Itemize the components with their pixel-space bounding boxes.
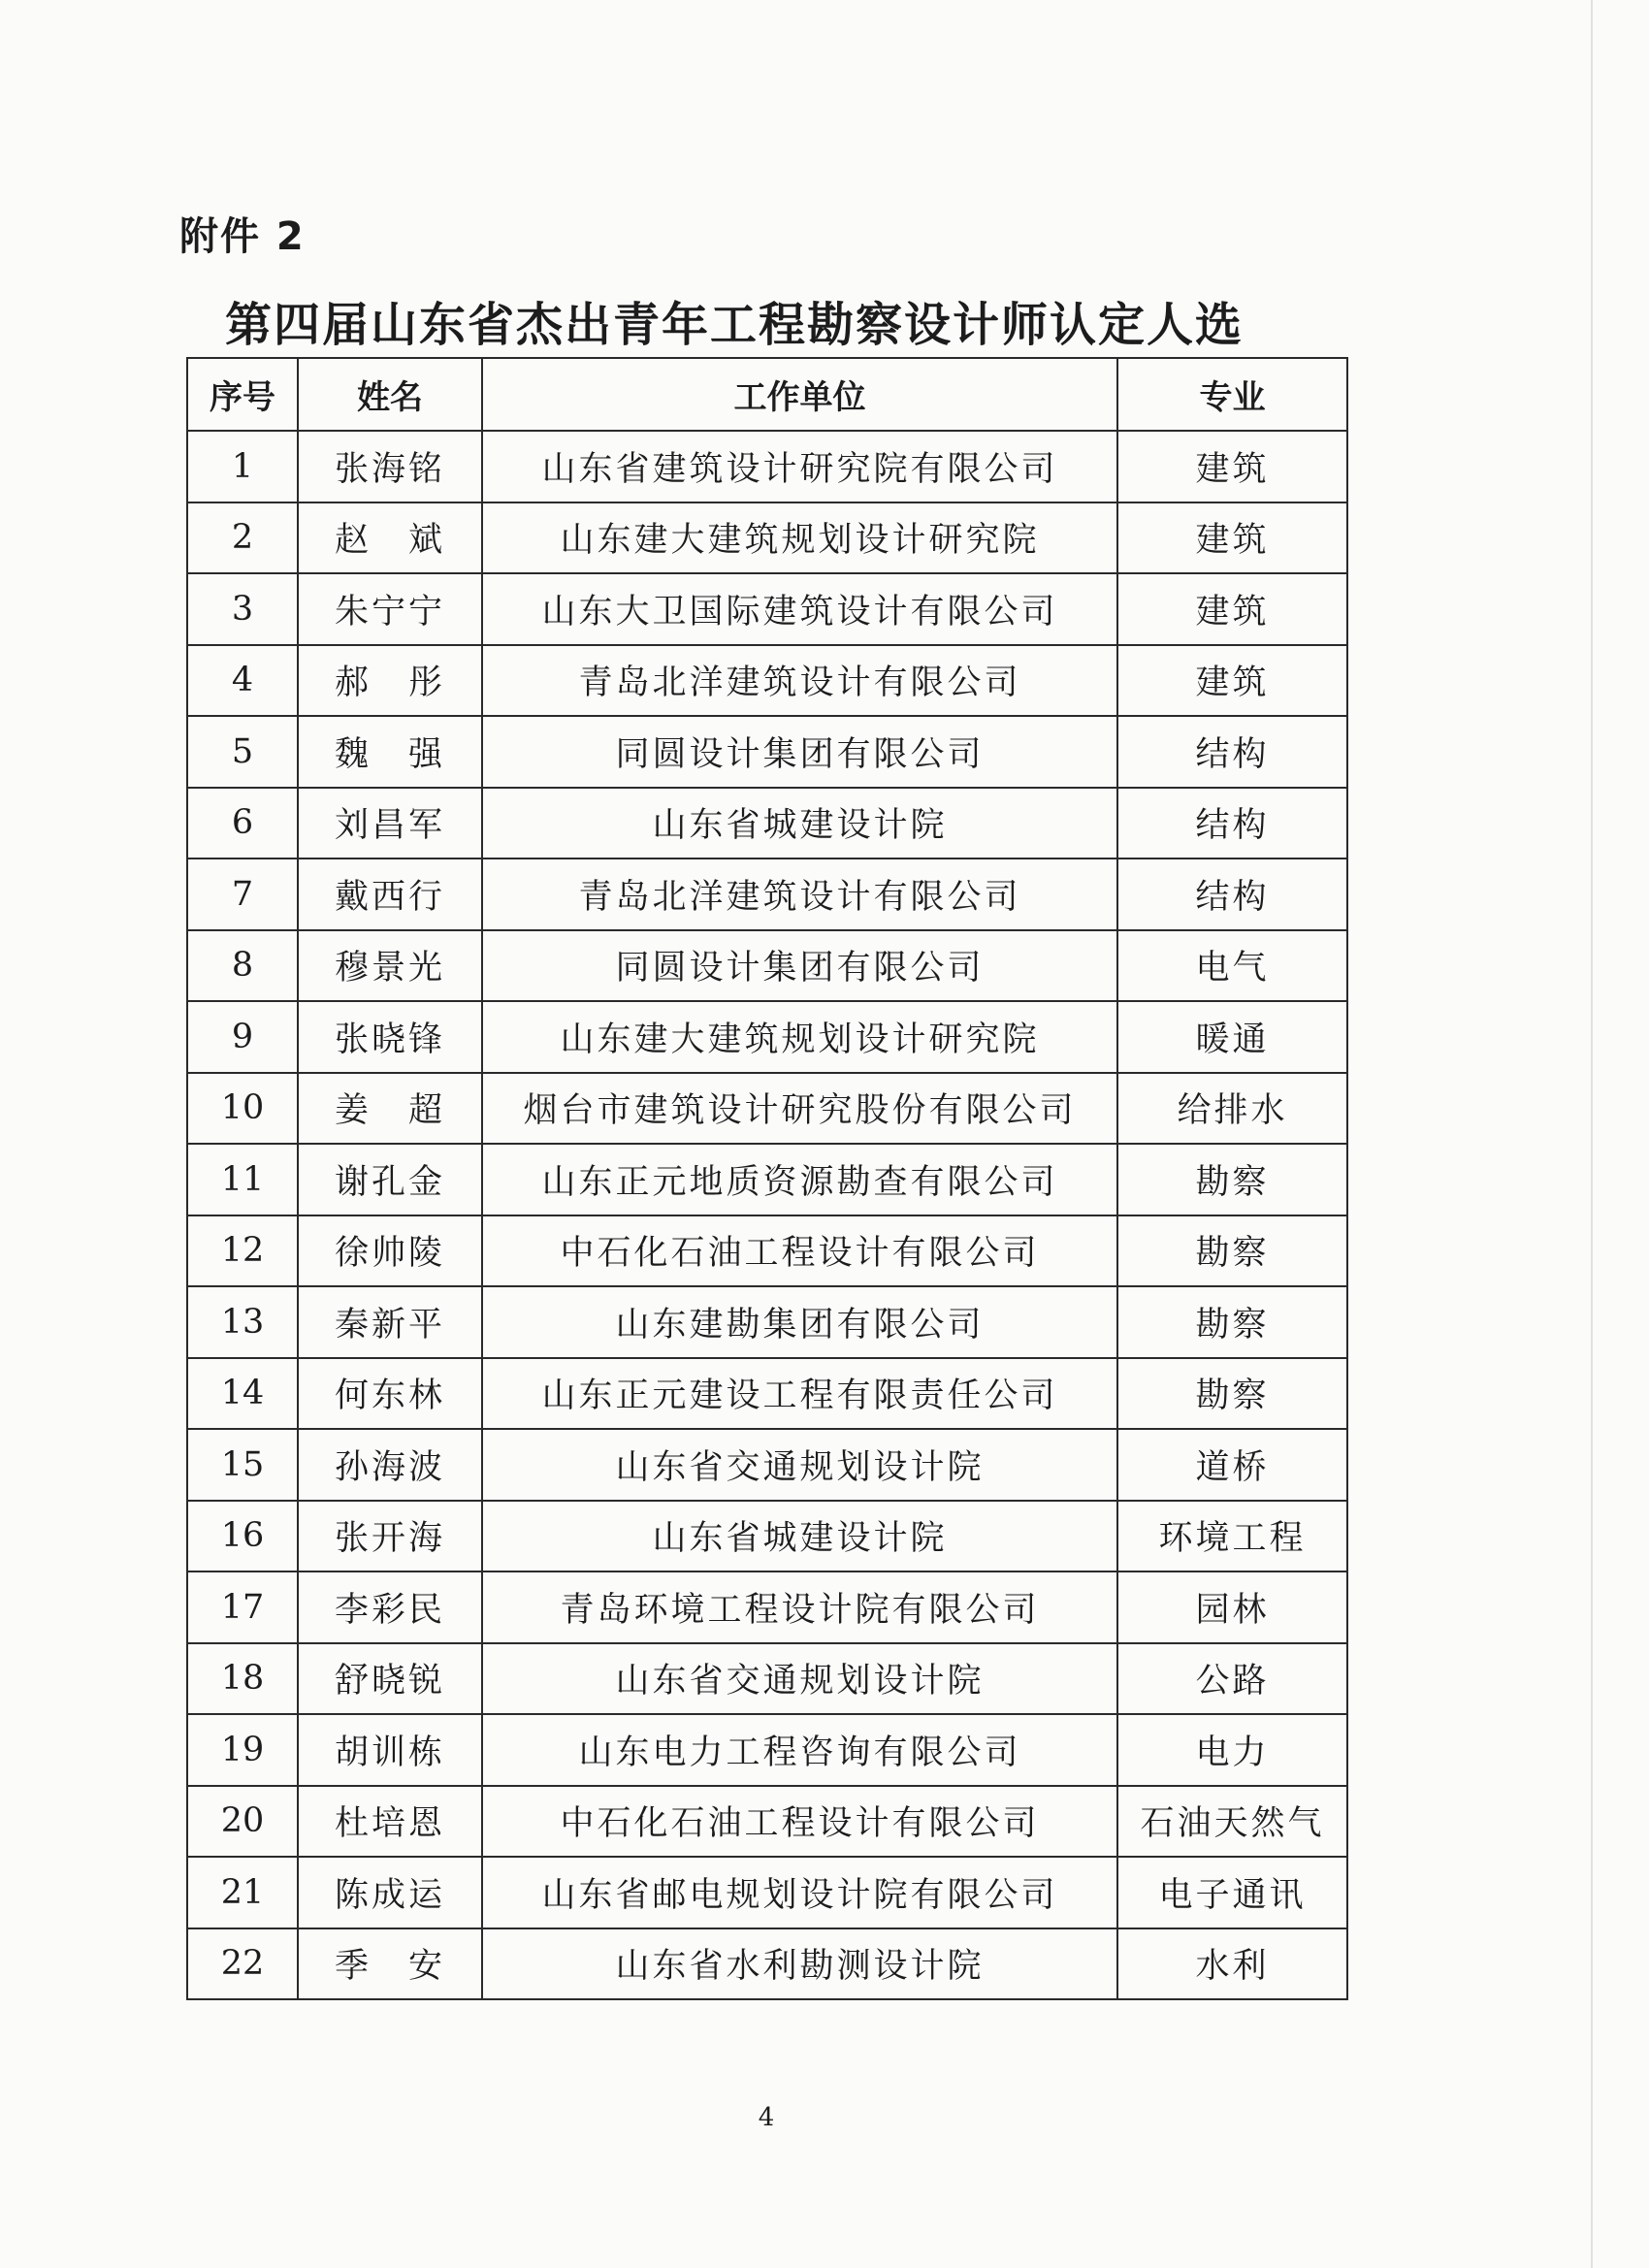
cell-major: 建筑 [1117,431,1347,502]
table-row [187,1429,1347,1501]
table-row [187,859,1347,930]
cell-unit: 山东省交通规划设计院 [482,1429,1117,1501]
header-unit: 工作单位 [482,358,1117,431]
cell-name: 李彩民 [298,1571,482,1643]
cell-name: 何东林 [298,1358,482,1430]
cell-no: 3 [187,573,298,645]
cell-major: 道桥 [1117,1429,1347,1501]
cell-no: 14 [187,1358,298,1430]
cell-no: 18 [187,1643,298,1715]
cell-no: 2 [187,502,298,574]
cell-unit: 中石化石油工程设计有限公司 [482,1215,1117,1287]
cell-name: 孙海波 [298,1429,482,1501]
cell-no: 1 [187,431,298,502]
cell-no: 16 [187,1501,298,1572]
cell-no: 13 [187,1286,298,1358]
cell-name: 舒晓锐 [298,1643,482,1715]
header-name: 姓名 [298,358,482,431]
table-row [187,1073,1347,1145]
cell-no: 17 [187,1571,298,1643]
cell-name: 杜培恩 [298,1786,482,1858]
cell-no: 8 [187,930,298,1002]
cell-no: 12 [187,1215,298,1287]
cell-unit: 山东建大建筑规划设计研究院 [482,1001,1117,1073]
cell-major: 建筑 [1117,645,1347,717]
cell-no: 6 [187,788,298,859]
page-number: 4 [758,2103,775,2132]
cell-unit: 山东省水利勘测设计院 [482,1928,1117,2000]
cell-name: 谢孔金 [298,1144,482,1215]
cell-major: 石油天然气 [1117,1786,1347,1858]
table-row [187,930,1347,1002]
cell-name: 赵 斌 [298,502,482,574]
table-row [187,1571,1347,1643]
table-row [187,1643,1347,1715]
table-row [187,1001,1347,1073]
cell-major: 结构 [1117,788,1347,859]
cell-no: 5 [187,716,298,788]
cell-major: 建筑 [1117,502,1347,574]
cell-name: 秦新平 [298,1286,482,1358]
table-row [187,1286,1347,1358]
cell-major: 水利 [1117,1928,1347,2000]
cell-name: 朱宁宁 [298,573,482,645]
cell-major: 园林 [1117,1571,1347,1643]
cell-major: 勘察 [1117,1286,1347,1358]
header-no: 序号 [187,358,298,431]
table-row [187,573,1347,645]
cell-name: 穆景光 [298,930,482,1002]
table-row [187,788,1347,859]
cell-no: 19 [187,1714,298,1786]
cell-no: 20 [187,1786,298,1858]
cell-no: 22 [187,1928,298,2000]
cell-unit: 同圆设计集团有限公司 [482,930,1117,1002]
cell-unit: 青岛环境工程设计院有限公司 [482,1571,1117,1643]
cell-name: 徐帅陵 [298,1215,482,1287]
cell-name: 张开海 [298,1501,482,1572]
cell-unit: 山东建大建筑规划设计研究院 [482,502,1117,574]
cell-name: 戴西行 [298,859,482,930]
table-row [187,1786,1347,1858]
cell-major: 暖通 [1117,1001,1347,1073]
cell-unit: 山东省城建设计院 [482,1501,1117,1572]
cell-unit: 同圆设计集团有限公司 [482,716,1117,788]
cell-major: 给排水 [1117,1073,1347,1145]
table-header-row [187,358,1347,431]
cell-name: 胡训栋 [298,1714,482,1786]
cell-unit: 山东电力工程咨询有限公司 [482,1714,1117,1786]
cell-name: 郝 彤 [298,645,482,717]
cell-name: 魏 强 [298,716,482,788]
table-row [187,502,1347,574]
document-title: 第四届山东省杰出青年工程勘察设计师认定人选 [224,298,1244,352]
cell-unit: 烟台市建筑设计研究股份有限公司 [482,1073,1117,1145]
cell-unit: 山东正元建设工程有限责任公司 [482,1358,1117,1430]
cell-major: 电气 [1117,930,1347,1002]
cell-major: 公路 [1117,1643,1347,1715]
cell-unit: 青岛北洋建筑设计有限公司 [482,859,1117,930]
cell-name: 张晓锋 [298,1001,482,1073]
cell-unit: 山东省城建设计院 [482,788,1117,859]
cell-name: 刘昌军 [298,788,482,859]
scan-page-edge [1591,0,1593,2268]
table-row [187,1928,1347,2000]
cell-major: 勘察 [1117,1358,1347,1430]
cell-no: 4 [187,645,298,717]
cell-name: 姜 超 [298,1073,482,1145]
table-row [187,1144,1347,1215]
cell-unit: 山东省建筑设计研究院有限公司 [482,431,1117,502]
cell-no: 10 [187,1073,298,1145]
cell-name: 陈成运 [298,1857,482,1928]
attachment-label: 附件 2 [179,214,306,259]
candidate-table [186,357,1348,2000]
cell-no: 7 [187,859,298,930]
cell-unit: 中石化石油工程设计有限公司 [482,1786,1117,1858]
cell-no: 21 [187,1857,298,1928]
table-row [187,1215,1347,1287]
cell-no: 15 [187,1429,298,1501]
cell-major: 环境工程 [1117,1501,1347,1572]
cell-major: 电子通讯 [1117,1857,1347,1928]
cell-name: 张海铭 [298,431,482,502]
cell-unit: 山东建勘集团有限公司 [482,1286,1117,1358]
cell-major: 建筑 [1117,573,1347,645]
cell-major: 勘察 [1117,1215,1347,1287]
cell-unit: 山东大卫国际建筑设计有限公司 [482,573,1117,645]
cell-no: 9 [187,1001,298,1073]
table-row [187,1501,1347,1572]
cell-unit: 山东省交通规划设计院 [482,1643,1117,1715]
table-body [187,431,1347,1999]
cell-no: 11 [187,1144,298,1215]
table-row [187,431,1347,502]
cell-unit: 山东省邮电规划设计院有限公司 [482,1857,1117,1928]
cell-unit: 山东正元地质资源勘查有限公司 [482,1144,1117,1215]
table-row [187,1857,1347,1928]
table-row [187,1714,1347,1786]
cell-major: 电力 [1117,1714,1347,1786]
cell-major: 勘察 [1117,1144,1347,1215]
table-row [187,716,1347,788]
cell-unit: 青岛北洋建筑设计有限公司 [482,645,1117,717]
table-row [187,1358,1347,1430]
cell-major: 结构 [1117,859,1347,930]
cell-major: 结构 [1117,716,1347,788]
table-row [187,645,1347,717]
header-major: 专业 [1117,358,1347,431]
cell-name: 季 安 [298,1928,482,2000]
